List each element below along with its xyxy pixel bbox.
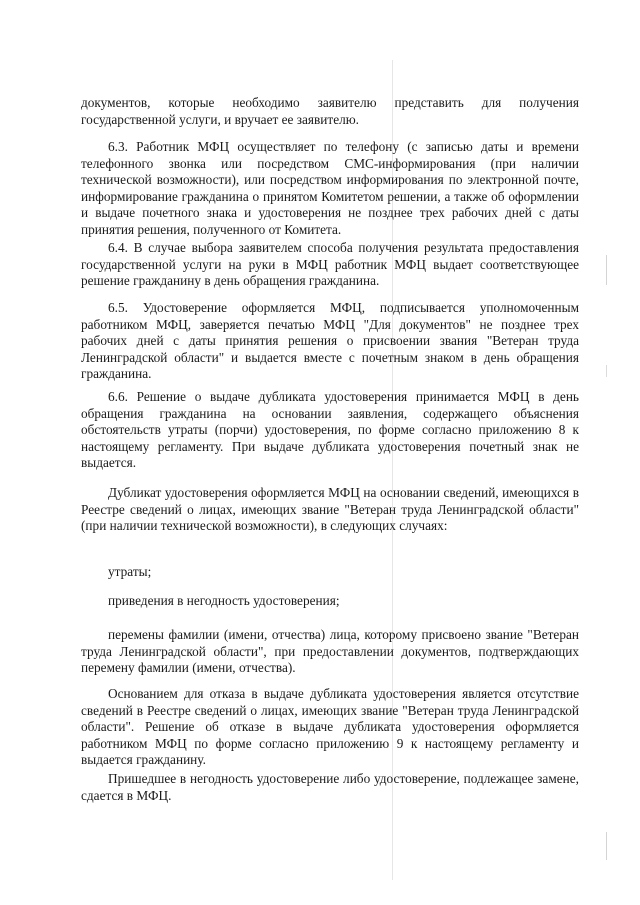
paragraph-continuation: документов, которые необходимо заявителю представить для получения государственной услуги, и вручает ее заявителю. (81, 95, 579, 127)
list-item-damage: приведения в негодность удостоверения; (108, 593, 340, 608)
list-item-loss: утраты; (108, 564, 152, 579)
paragraph-duplicate-cases: Дубликат удостоверения оформляется МФЦ на основании сведений, имеющихся в Реестре сведений о лицах, имеющих звание "Ветеран труда Ленинградской области" (при наличии технической возможности), в следующих случаях: (81, 485, 579, 534)
paragraph-6-3: 6.3. Работник МФЦ осуществляет по телефону (с записью даты и времени телефонного звонка или посредством СМС-информирования (при наличии технической возможности), или посредством информирования по электронной почте, информирование гражданина о принятом Комитетом решении, а также об оформлении и выдаче почетного знака и удостоверения не позднее трех рабочих дней с даты принятия решения, полученного от Комитета. (81, 139, 579, 237)
paragraph-6-5: 6.5. Удостоверение оформляется МФЦ, подписывается уполномоченным работником МФЦ, заверяется печатью МФЦ "Для документов" не позднее трех рабочих дней с даты принятия решения о присвоении звания "Ветеран труда Ленинградской области" и выдается вместе с почетным знаком в день обращения гражданина. (81, 300, 579, 382)
scan-edge-mark (606, 832, 607, 860)
scan-edge-mark (606, 255, 607, 285)
scan-edge-mark (606, 365, 607, 377)
paragraph-6-4: 6.4. В случае выбора заявителем способа получения результата предоставления государственной услуги на руки в МФЦ работник МФЦ выдает соответствующее решение гражданину в день обращения гражданина. (81, 240, 579, 289)
list-item-name-change: перемены фамилии (имени, отчества) лица, которому присвоено звание "Ветеран труда Ленинградской области", при предоставлении документов, подтверждающих перемену фамилии (имени, отчества). (81, 627, 579, 676)
paragraph-refusal-grounds: Основанием для отказа в выдаче дубликата удостоверения является отсутствие сведений в Реестре сведений о лицах, имеющих звание "Ветеран труда Ленинградской области". Решение об отказе в выдаче дубликата удостоверения оформляется работником МФЦ по форме согласно приложению 9 к настоящему регламенту и выдается гражданину. (81, 686, 579, 768)
paragraph-6-6: 6.6. Решение о выдаче дубликата удостоверения принимается МФЦ в день обращения гражданина на основании заявления, содержащего объяснения обстоятельств утраты (порчи) удостоверения, по форме согласно приложению 8 к настоящему регламенту. При выдаче дубликата удостоверения почетный знак не выдается. (81, 389, 579, 471)
paragraph-surrender: Пришедшее в негодность удостоверение либо удостоверение, подлежащее замене, сдается в МФЦ. (81, 771, 579, 803)
